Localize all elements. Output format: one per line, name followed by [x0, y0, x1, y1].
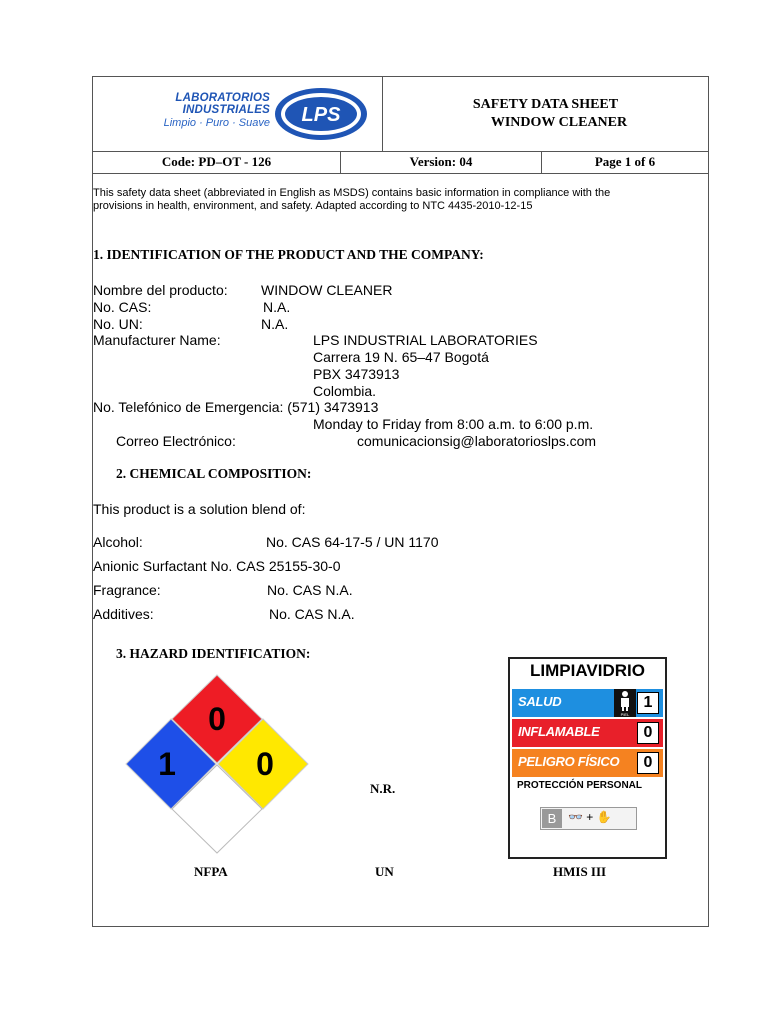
- un-code-value: N.R.: [370, 781, 396, 796]
- composition-label: Alcohol:: [93, 534, 143, 550]
- intro-paragraph: This safety data sheet (abbreviated in English as MSDS) contains basic information in compliance with the provisions in health, environment, and safety. Adapted according to NTC 4435-2010-12-15: [93, 187, 611, 212]
- product-title: WINDOW CLEANER: [490, 115, 628, 130]
- hmis-row-health: [512, 689, 663, 717]
- goggles-glove-icon: 👓 + ✋: [568, 810, 612, 824]
- logo-tagline: Limpio · Puro · Suave: [163, 117, 270, 129]
- section-3-heading: 3. HAZARD IDENTIFICATION:: [116, 646, 311, 661]
- hmis-row-label: PELIGRO FÍSICO: [518, 754, 620, 769]
- section-2-heading: 2. CHEMICAL COMPOSITION:: [116, 466, 312, 481]
- nfpa-flammability-value: 0: [208, 701, 226, 737]
- composition-label: Fragrance:: [93, 582, 161, 598]
- ppe-label: PROTECCIÓN PERSONAL: [517, 780, 643, 791]
- hmis-row-label: SALUD: [518, 694, 562, 709]
- composition-label: Anionic Surfactant No. CAS 25155-30-0: [93, 558, 341, 574]
- document-header: [93, 77, 708, 152]
- manufacturer-line: Carrera 19 N. 65–47 Bogotá: [313, 349, 489, 365]
- hmis-caption: HMIS III: [553, 864, 607, 879]
- page-number: Page 1 of 6: [594, 154, 656, 169]
- product-name-label: Nombre del producto:: [93, 282, 228, 298]
- nfpa-health-value: 1: [158, 746, 176, 782]
- company-logo-text: [145, 92, 270, 130]
- hmis-flammability-value: 0: [637, 722, 659, 744]
- safety-data-sheet: [92, 76, 709, 927]
- email-link[interactable]: comunicacionsig@laboratorioslps.com: [357, 433, 597, 449]
- hmis-physical-hazard-value: 0: [637, 752, 659, 774]
- lps-logo-icon: [273, 86, 369, 142]
- product-name-value: WINDOW CLEANER: [261, 282, 393, 298]
- hmis-row-label: INFLAMABLE: [518, 724, 600, 739]
- section-1-heading: 1. IDENTIFICATION OF THE PRODUCT AND THE COMPANY:: [93, 247, 484, 262]
- emergency-phone: No. Telefónico de Emergencia: (571) 3473913: [93, 399, 379, 415]
- logo-cell: [93, 77, 383, 151]
- logo-line-1: LABORATORIOS: [175, 92, 270, 104]
- un-label: No. UN:: [93, 316, 143, 332]
- email-label: Correo Electrónico:: [116, 433, 236, 449]
- composition-value: No. CAS N.A.: [267, 582, 353, 598]
- un-caption: UN: [375, 864, 394, 879]
- document-version: Version: 04: [341, 151, 542, 173]
- nfpa-reactivity-value: 0: [256, 746, 274, 782]
- document-meta-row: [93, 151, 708, 174]
- ppe-code: B: [542, 809, 562, 828]
- hmis-title: LIMPIAVIDRIO: [530, 661, 645, 680]
- logo-mark: LPS: [301, 104, 341, 126]
- nfpa-caption: NFPA: [194, 864, 228, 879]
- cas-label: No. CAS:: [93, 299, 152, 315]
- manufacturer-line: LPS INDUSTRIAL LABORATORIES: [313, 332, 538, 348]
- cas-value: N.A.: [263, 299, 291, 315]
- composition-value: No. CAS N.A.: [269, 606, 355, 622]
- hmis-row-physical-hazard: [512, 749, 663, 777]
- composition-label: Additives:: [93, 606, 154, 622]
- manufacturer-line: Colombia.: [313, 383, 377, 399]
- un-value: N.A.: [261, 316, 289, 332]
- business-hours: Monday to Friday from 8:00 a.m. to 6:00 p.m.: [313, 416, 594, 432]
- logo-line-2: INDUSTRIALES: [182, 104, 270, 116]
- hmis-row-flammability: [512, 719, 663, 747]
- hmis-label: [508, 657, 667, 859]
- document-code: Code: PD–OT - 126: [93, 151, 341, 173]
- composition-value: No. CAS 64-17-5 / UN 1170: [266, 534, 439, 550]
- person-icon: [614, 689, 636, 717]
- ppe-box: [540, 807, 637, 830]
- composition-intro: This product is a solution blend of:: [93, 501, 306, 517]
- manufacturer-label: Manufacturer Name:: [93, 332, 221, 348]
- health-icon-text: PIEL: [620, 712, 630, 717]
- document-title: SAFETY DATA SHEET: [472, 97, 619, 112]
- title-cell: [383, 77, 708, 151]
- hmis-health-value: 1: [637, 692, 659, 714]
- nfpa-diamond-icon: [125, 673, 309, 855]
- manufacturer-line: PBX 3473913: [313, 366, 400, 382]
